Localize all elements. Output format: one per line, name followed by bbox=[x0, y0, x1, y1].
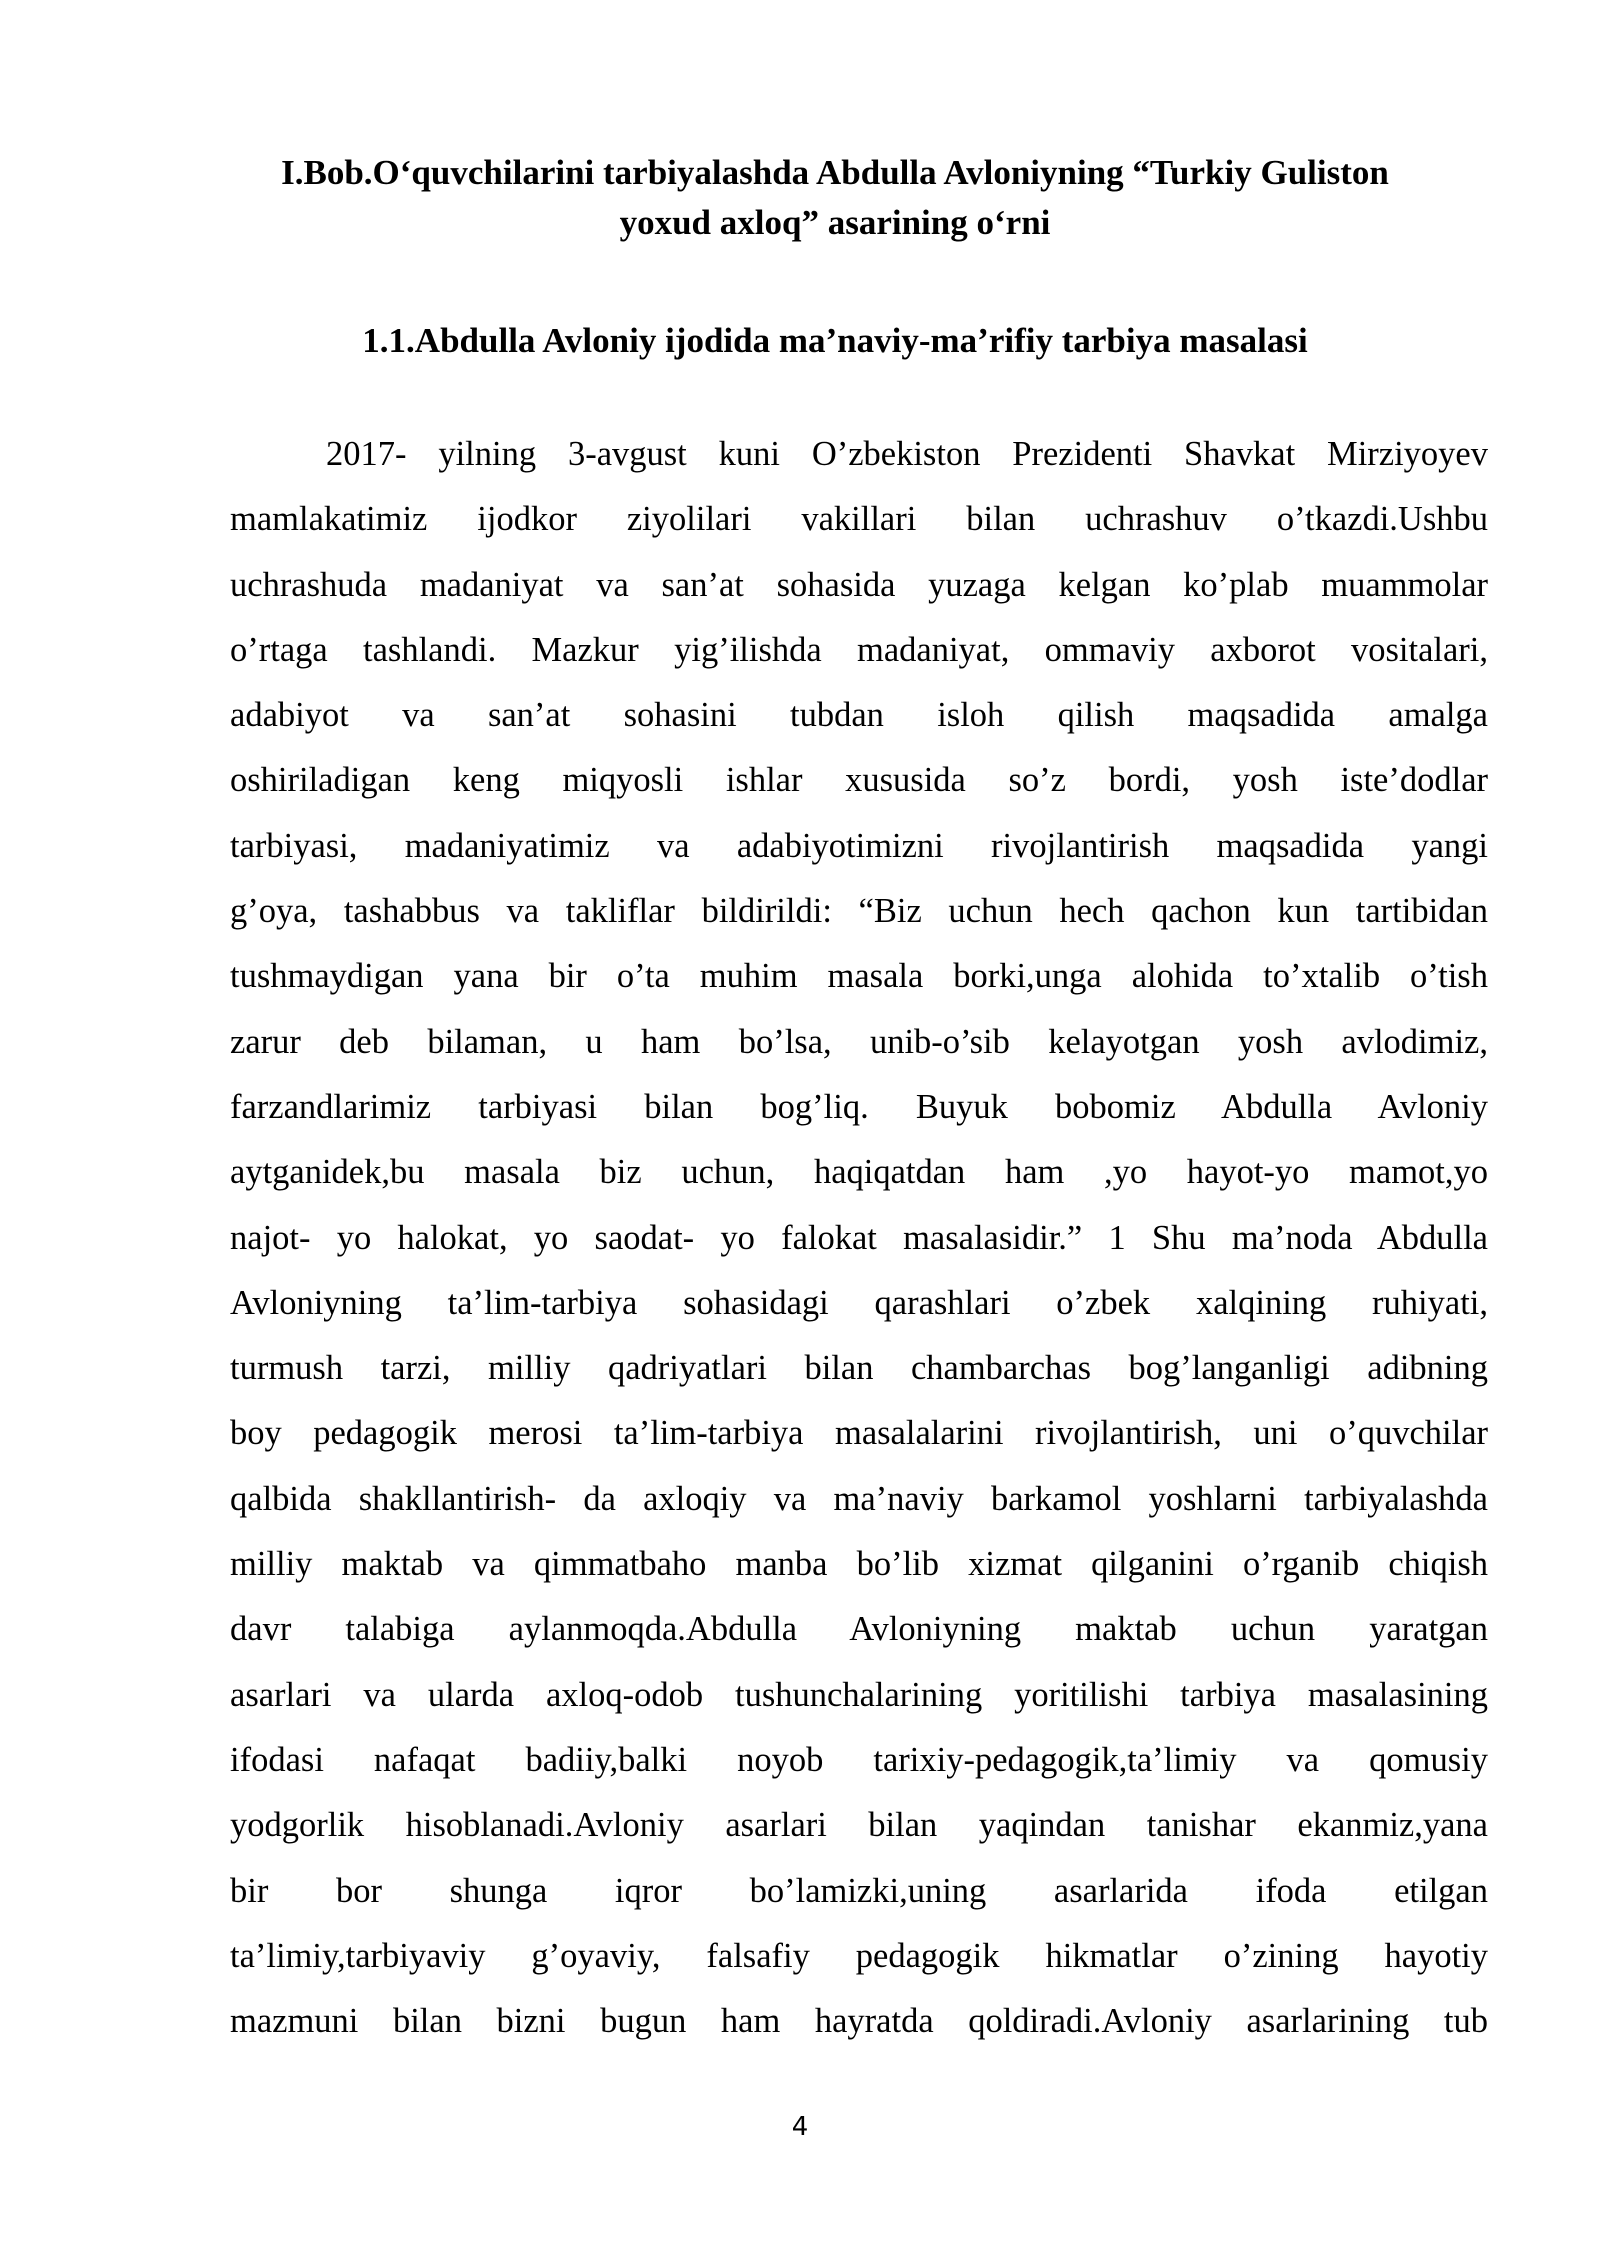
chapter-title-line-1: I.Bob.O‘quvchilarini tarbiyalashda Abdulla Avloniyning “Turkiy Guliston bbox=[281, 153, 1389, 192]
text-line: bir bor shunga iqror bo’lamizki,uning asarlarida ifoda etilgan bbox=[230, 1871, 1488, 1910]
chapter-title bbox=[230, 148, 1440, 248]
section-title: 1.1.Abdulla Avloniy ijodida ma’naviy-ma’rifiy tarbiya masalasi bbox=[362, 321, 1308, 360]
text-line: ifodasi nafaqat badiiy,balki noyob tarixiy-pedagogik,ta’limiy va qomusiy bbox=[230, 1740, 1488, 1779]
text-line: uchrashuda madaniyat va san’at sohasida yuzaga kelgan ko’plab muammolar bbox=[230, 565, 1488, 604]
text-line: najot- yo halokat, yo saodat- yo falokat masalasidir.” 1 Shu ma’noda Abdulla bbox=[230, 1218, 1488, 1257]
chapter-title-line-2: yoxud axloq” asarining o‘rni bbox=[619, 203, 1051, 242]
text-line: zarur deb bilaman, u ham bo’lsa, unib-o’sib kelayotgan yosh avlodimiz, bbox=[230, 1022, 1488, 1061]
text-line: adabiyot va san’at sohasini tubdan isloh qilish maqsadida amalga bbox=[230, 696, 1488, 735]
text-line: mazmuni bilan bizni bugun ham hayratda qoldiradi.Avloniy asarlarining tub bbox=[230, 2002, 1488, 2041]
page-number: 4 bbox=[791, 2112, 809, 2142]
text-line: milliy maktab va qimmatbaho manba bo’lib xizmat qilganini o’rganib chiqish bbox=[230, 1545, 1488, 1584]
text-line: tarbiyasi, madaniyatimiz va adabiyotimizni rivojlantirish maqsadida yangi bbox=[230, 826, 1488, 865]
text-line: boy pedagogik merosi ta’lim-tarbiya masalalarini rivojlantirish, uni o’quvchilar bbox=[230, 1414, 1488, 1453]
text-line: 2017- yilning 3-avgust kuni O’zbekiston Prezidenti Shavkat Mirziyoyev bbox=[326, 435, 1488, 473]
text-line: Avloniyning ta’lim-tarbiya sohasidagi qarashlari o’zbek xalqining ruhiyati, bbox=[230, 1283, 1488, 1322]
text-line: turmush tarzi, milliy qadriyatlari bilan chambarchas bog’langanligi adibning bbox=[230, 1349, 1488, 1388]
text-line: tushmaydigan yana bir o’ta muhim masala borki,unga alohida to’xtalib o’tish bbox=[230, 957, 1488, 996]
text-line: farzandlarimiz tarbiyasi bilan bog’liq. Buyuk bobomiz Abdulla Avloniy bbox=[230, 1087, 1488, 1126]
text-line: o’rtaga tashlandi. Mazkur yig’ilishda madaniyat, ommaviy axborot vositalari, bbox=[230, 630, 1488, 669]
text-line: davr talabiga aylanmoqda.Abdulla Avloniyning maktab uchun yaratgan bbox=[230, 1610, 1488, 1649]
text-line: ta’limiy,tarbiyaviy g’oyaviy, falsafiy pedagogik hikmatlar o’zining hayotiy bbox=[230, 1936, 1488, 1975]
text-line: qalbida shakllantirish- da axloqiy va ma’naviy barkamol yoshlarni tarbiyalashda bbox=[230, 1479, 1488, 1518]
text-line: asarlari va ularda axloq-odob tushunchalarining yoritilishi tarbiya masalasining bbox=[230, 1675, 1488, 1714]
text-line: mamlakatimiz ijodkor ziyolilari vakillari bilan uchrashuv o’tkazdi.Ushbu bbox=[230, 500, 1488, 539]
text-line: g’oya, tashabbus va takliflar bildirildi: “Biz uchun hech qachon kun tartibidan bbox=[230, 892, 1488, 931]
body-paragraph bbox=[230, 422, 1488, 2054]
text-line: yodgorlik hisoblanadi.Avloniy asarlari bilan yaqindan tanishar ekanmiz,yana bbox=[230, 1806, 1488, 1845]
text-line: aytganidek,bu masala biz uchun, haqiqatdan ham ,yo hayot-yo mamot,yo bbox=[230, 1153, 1488, 1192]
text-line: oshiriladigan keng miqyosli ishlar xususida so’z bordi, yosh iste’dodlar bbox=[230, 761, 1488, 800]
